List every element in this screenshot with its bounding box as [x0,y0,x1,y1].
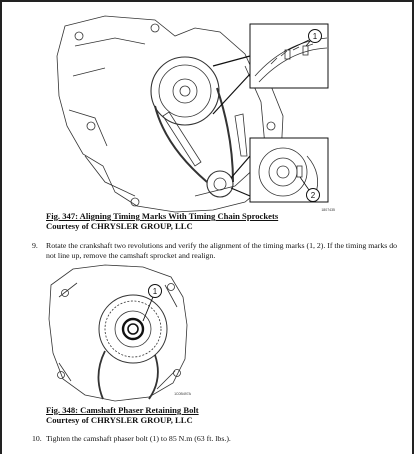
figure-347-credit: Courtesy of CHRYSLER GROUP, LLC [46,220,193,231]
figure-348-credit: Courtesy of CHRYSLER GROUP, LLC [46,414,193,425]
timing-chain-illustration [45,6,345,214]
figure-1-callout-2: 2 [310,191,316,200]
figure-348-title: Fig. 348: Camshaft Phaser Retaining Bolt [46,405,199,415]
figure-2-callout-1: 1 [152,287,158,296]
page-border-top [0,0,414,2]
figure-347-caption [46,212,278,232]
camshaft-phaser-illustration [45,263,195,403]
figure-1-code: 1807435 [321,208,335,212]
figure-348-caption [46,406,199,426]
step-9-number: 9. [32,241,38,250]
step-9 [32,241,404,260]
step-9-text: Rotate the crankshaft two revolutions and verify the alignment of the timing marks (1, 2). If the timing marks do not line up, remove the camshaft sprocket and realign. [46,241,397,260]
step-10-text: Tighten the camshaft phaser bolt (1) to 85 N.m (63 ft. lbs.). [46,434,231,443]
step-10-number: 10. [32,434,42,443]
page-border-left [0,0,2,454]
figure-2-code: 1C0B497A [174,392,191,396]
step-10 [32,434,404,444]
figure-347-title: Fig. 347: Aligning Timing Marks With Timing Chain Sprockets [46,211,279,221]
figure-1-callout-1: 1 [312,32,318,41]
